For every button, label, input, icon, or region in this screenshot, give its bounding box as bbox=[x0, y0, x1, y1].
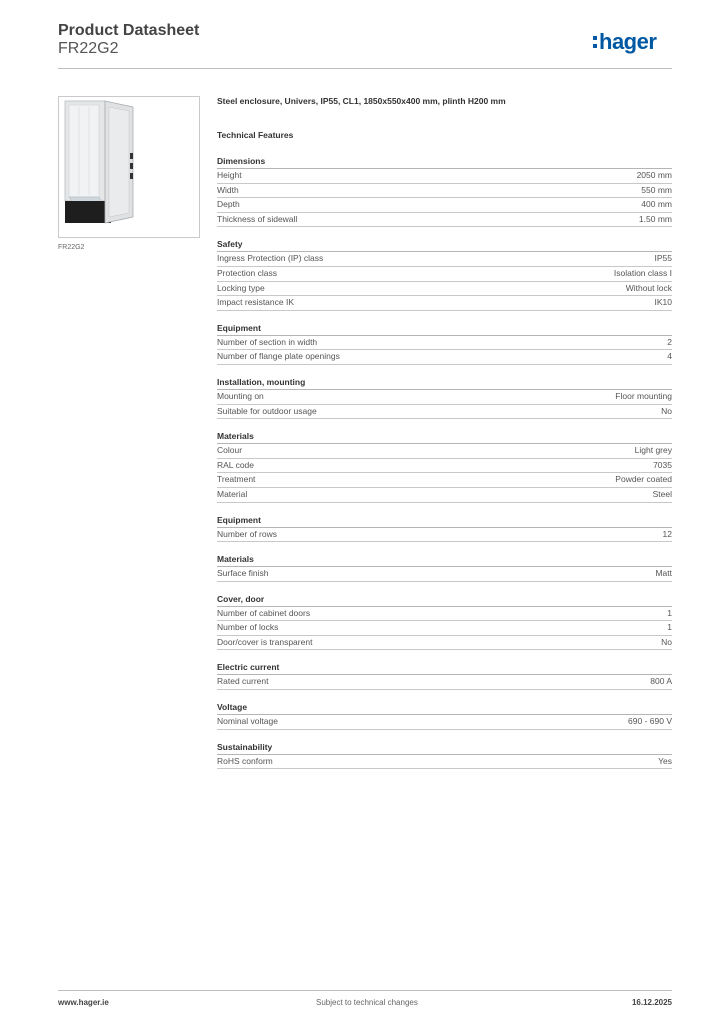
section-title: Safety bbox=[217, 239, 672, 252]
section-title: Cover, door bbox=[217, 594, 672, 607]
footer-divider bbox=[58, 990, 672, 991]
feature-sections bbox=[217, 156, 672, 769]
feature-value: 1 bbox=[667, 622, 672, 633]
feature-value: Steel bbox=[652, 488, 672, 499]
footer-website[interactable]: www.hager.ie bbox=[58, 998, 109, 1007]
feature-label: RoHS conform bbox=[217, 755, 273, 766]
feature-value: 1.50 mm bbox=[638, 213, 672, 224]
feature-section bbox=[217, 431, 672, 502]
feature-value: 550 mm bbox=[641, 184, 672, 195]
feature-label: Number of section in width bbox=[217, 336, 318, 347]
feature-label: Depth bbox=[217, 199, 240, 210]
feature-row bbox=[217, 473, 672, 488]
feature-row bbox=[217, 715, 672, 730]
feature-section bbox=[217, 515, 672, 543]
image-caption: FR22G2 bbox=[58, 244, 85, 251]
feature-row bbox=[217, 528, 672, 543]
feature-label: Rated current bbox=[217, 676, 269, 687]
feature-value: 690 - 690 V bbox=[628, 716, 672, 727]
feature-value: 1 bbox=[667, 607, 672, 618]
feature-row bbox=[217, 459, 672, 474]
section-title: Sustainability bbox=[217, 742, 672, 755]
feature-row bbox=[217, 390, 672, 405]
product-code: FR22G2 bbox=[58, 40, 119, 57]
feature-value: 12 bbox=[662, 528, 672, 539]
logo-text: hager bbox=[599, 29, 657, 54]
feature-label: Surface finish bbox=[217, 568, 269, 579]
feature-value: Floor mounting bbox=[615, 390, 672, 401]
feature-row bbox=[217, 567, 672, 582]
feature-row bbox=[217, 675, 672, 690]
feature-label: Number of locks bbox=[217, 622, 279, 633]
feature-value: IP55 bbox=[654, 253, 672, 264]
feature-label: Number of flange plate openings bbox=[217, 351, 340, 362]
feature-value: 2 bbox=[667, 336, 672, 347]
footer-notice: Subject to technical changes bbox=[316, 998, 418, 1007]
feature-label: Colour bbox=[217, 445, 243, 456]
feature-value: 7035 bbox=[653, 459, 672, 470]
hager-logo[interactable] bbox=[593, 27, 656, 57]
feature-row bbox=[217, 282, 672, 297]
feature-section bbox=[217, 594, 672, 651]
feature-value: Matt bbox=[655, 568, 672, 579]
logo-dots-icon bbox=[593, 36, 597, 48]
feature-label: Height bbox=[217, 170, 242, 180]
feature-value: Light grey bbox=[634, 445, 672, 456]
section-title: Materials bbox=[217, 554, 672, 567]
feature-row bbox=[217, 405, 672, 420]
feature-row bbox=[217, 755, 672, 770]
section-title: Materials bbox=[217, 431, 672, 444]
enclosure-cabinet-icon bbox=[59, 97, 199, 237]
product-image bbox=[58, 96, 200, 238]
feature-label: Mounting on bbox=[217, 390, 264, 401]
technical-features-heading: Technical Features bbox=[217, 130, 294, 140]
feature-value: Yes bbox=[658, 755, 672, 766]
feature-label: Locking type bbox=[217, 282, 265, 293]
feature-value: Isolation class I bbox=[613, 267, 672, 278]
feature-section bbox=[217, 377, 672, 419]
feature-row bbox=[217, 488, 672, 503]
feature-row bbox=[217, 350, 672, 365]
header-divider bbox=[58, 68, 672, 69]
feature-row bbox=[217, 336, 672, 351]
feature-value: 800 A bbox=[650, 676, 672, 687]
feature-section bbox=[217, 742, 672, 770]
page-title: Product Datasheet bbox=[58, 22, 200, 39]
feature-value: 4 bbox=[667, 351, 672, 362]
feature-value: No bbox=[661, 405, 672, 416]
feature-section bbox=[217, 554, 672, 582]
feature-row bbox=[217, 267, 672, 282]
section-title: Installation, mounting bbox=[217, 377, 672, 390]
feature-section bbox=[217, 239, 672, 310]
feature-row bbox=[217, 213, 672, 228]
feature-value: 400 mm bbox=[641, 199, 672, 210]
feature-value: IK10 bbox=[654, 297, 672, 308]
feature-section bbox=[217, 323, 672, 365]
section-title: Equipment bbox=[217, 515, 672, 528]
section-title: Equipment bbox=[217, 323, 672, 336]
product-description: Steel enclosure, Univers, IP55, CL1, 1850x550x400 mm, plinth H200 mm bbox=[217, 96, 506, 106]
feature-row bbox=[217, 252, 672, 267]
feature-row bbox=[217, 607, 672, 622]
feature-label: Thickness of sidewall bbox=[217, 213, 298, 224]
feature-row bbox=[217, 198, 672, 213]
technical-content bbox=[217, 96, 672, 769]
feature-row bbox=[217, 621, 672, 636]
feature-value: Powder coated bbox=[615, 474, 672, 485]
feature-label: RAL code bbox=[217, 459, 255, 470]
feature-label: Treatment bbox=[217, 474, 256, 485]
feature-label: Protection class bbox=[217, 267, 277, 278]
feature-label: Ingress Protection (IP) class bbox=[217, 253, 324, 264]
feature-row bbox=[217, 296, 672, 311]
feature-section bbox=[217, 662, 672, 690]
feature-row bbox=[217, 169, 672, 184]
feature-label: Material bbox=[217, 488, 248, 499]
section-title: Dimensions bbox=[217, 156, 672, 169]
feature-label: Number of cabinet doors bbox=[217, 607, 311, 618]
feature-label: Nominal voltage bbox=[217, 716, 278, 727]
feature-label: Door/cover is transparent bbox=[217, 636, 313, 647]
feature-label: Number of rows bbox=[217, 528, 277, 539]
feature-section bbox=[217, 156, 672, 227]
section-title: Voltage bbox=[217, 702, 672, 715]
feature-value: Without lock bbox=[625, 282, 672, 293]
feature-value: No bbox=[661, 636, 672, 647]
feature-value: 2050 mm bbox=[636, 170, 672, 180]
section-title: Electric current bbox=[217, 662, 672, 675]
feature-label: Impact resistance IK bbox=[217, 297, 295, 308]
feature-row bbox=[217, 636, 672, 651]
footer-date: 16.12.2025 bbox=[631, 998, 672, 1007]
feature-section bbox=[217, 702, 672, 730]
feature-row bbox=[217, 184, 672, 199]
feature-label: Width bbox=[217, 184, 239, 195]
feature-label: Suitable for outdoor usage bbox=[217, 405, 317, 416]
feature-row bbox=[217, 444, 672, 459]
